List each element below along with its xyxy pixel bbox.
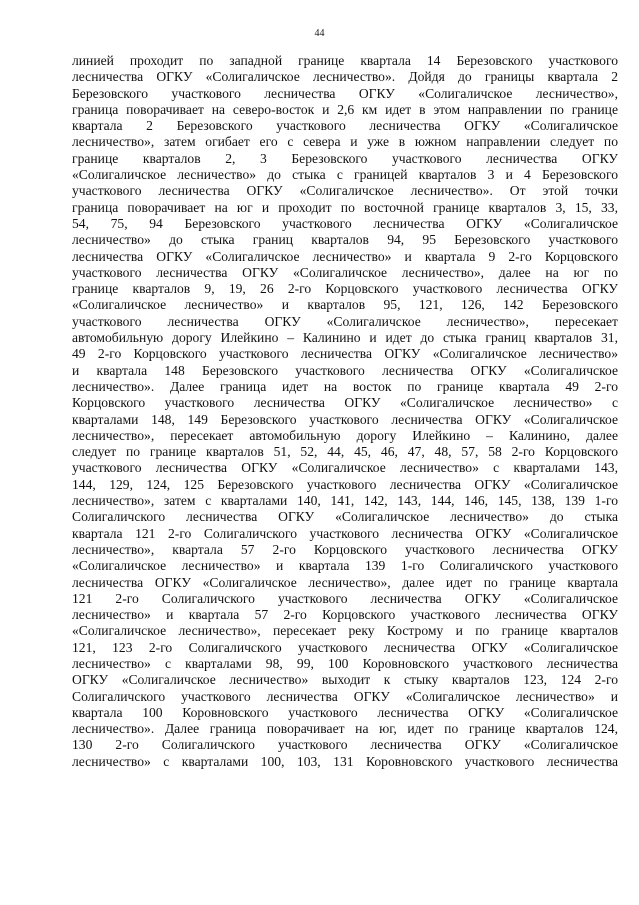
text-line: 54, 75, 94 Березовского участкового лесничества ОГКУ «Солигаличское [72,215,618,231]
text-line: квартала 2 Березовского участкового лесничества ОГКУ «Солигаличское [72,118,618,134]
text-line: ОГКУ «Солигаличское лесничество» выходит к стыку кварталов 123, 124 2-го [72,672,618,688]
text-line: лесничество», затем огибает его с севера и уже в южном направлении следует по [72,134,618,150]
text-line: лесничество» до стыка границ кварталов 94, 95 Березовского участкового [72,232,618,248]
text-line: 49 2-го Корцовского участкового лесничества ОГКУ «Солигаличское лесничество» [72,346,618,362]
text-line: лесничество». Далее граница поворачивает на юг, идет по границе кварталов 124, [72,721,618,737]
text-line: лесничество» и квартала 57 2-го Корцовского участкового лесничества ОГКУ [72,607,618,623]
body-paragraph [72,53,618,770]
text-line: лесничества ОГКУ «Солигаличское лесничество». Дойдя до границы квартала 2 [72,69,618,85]
text-line: лесничество», квартала 57 2-го Корцовского участкового лесничества ОГКУ [72,541,618,557]
text-line: лесничество» с кварталами 98, 99, 100 Коровновского участкового лесничества [72,655,618,671]
text-line: граница поворачивает на юг и проходит по восточной границе кварталов 3, 15, 33, [72,199,618,215]
text-line: участкового лесничества ОГКУ «Солигаличское лесничество», далее на юг по [72,264,618,280]
text-line: Корцовского участкового лесничества ОГКУ «Солигаличское лесничество» с [72,395,618,411]
text-line: автомобильную дорогу Илейкино – Калинино и идет до стыка границ кварталов 31, [72,330,618,346]
text-line: и квартала 148 Березовского участкового лесничества ОГКУ «Солигаличское [72,362,618,378]
text-line: следует по границе кварталов 51, 52, 44, 45, 46, 47, 48, 57, 58 2-го Корцовского [72,444,618,460]
text-line: «Солигаличское лесничество» и кварталов 95, 121, 126, 142 Березовского [72,297,618,313]
text-line: 121, 123 2-го Солигаличского участкового лесничества ОГКУ «Солигаличское [72,639,618,655]
text-line: лесничество», затем с кварталами 140, 141, 142, 143, 144, 146, 145, 138, 139 1-го [72,493,618,509]
text-line: лесничество». Далее граница идет на восток по границе квартала 49 2-го [72,378,618,394]
text-line: 130 2-го Солигаличского участкового лесничества ОГКУ «Солигаличское [72,737,618,753]
text-line: квартала 100 Коровновского участкового лесничества ОГКУ «Солигаличское [72,704,618,720]
text-line: «Солигаличское лесничество» и квартала 139 1-го Солигаличского участкового [72,558,618,574]
text-line: Березовского участкового лесничества ОГКУ «Солигаличское лесничество», [72,85,618,101]
text-line: лесничества ОГКУ «Солигаличское лесничество» и квартала 9 2-го Корцовского [72,248,618,264]
text-line: кварталами 148, 149 Березовского участкового лесничества ОГКУ «Солигаличское [72,411,618,427]
text-line: квартала 121 2-го Солигаличского участкового лесничества ОГКУ «Солигаличское [72,525,618,541]
text-line: «Солигаличское лесничество», пересекает реку Кострому и по границе кварталов [72,623,618,639]
text-line: Солигаличского лесничества ОГКУ «Солигаличское лесничество» до стыка [72,509,618,525]
text-line: лесничество», пересекает автомобильную дорогу Илейкино – Калинино, далее [72,427,618,443]
text-line: 144, 129, 124, 125 Березовского участкового лесничества ОГКУ «Солигаличское [72,476,618,492]
text-line: лесничество» с кварталами 100, 103, 131 Коровновского участкового лесничества [72,753,618,769]
text-line: «Солигаличское лесничество» до стыка с границей кварталов 3 и 4 Березовского [72,167,618,183]
text-line: участкового лесничества ОГКУ «Солигаличское лесничество». От этой точки [72,183,618,199]
text-line: 121 2-го Солигаличского участкового лесничества ОГКУ «Солигаличское [72,590,618,606]
text-line: границе кварталов 2, 3 Березовского участкового лесничества ОГКУ [72,150,618,166]
text-line: участкового лесничества ОГКУ «Солигаличское лесничество», пересекает [72,313,618,329]
text-line: линией проходит по западной границе квартала 14 Березовского участкового [72,53,618,68]
text-line: граница поворачивает на северо-восток и 2,6 км идет в этом направлении по границе [72,101,618,117]
page-number: 44 [314,28,325,39]
text-line: участкового лесничества ОГКУ «Солигаличское лесничество» с кварталами 143, [72,460,618,476]
text-line: Солигаличского участкового лесничества ОГКУ «Солигаличское лесничество» и [72,688,618,704]
text-line: границе кварталов 9, 19, 26 2-го Корцовского участкового лесничества ОГКУ [72,281,618,297]
text-line: лесничества ОГКУ «Солигаличское лесничество», далее идет по границе квартала [72,574,618,590]
